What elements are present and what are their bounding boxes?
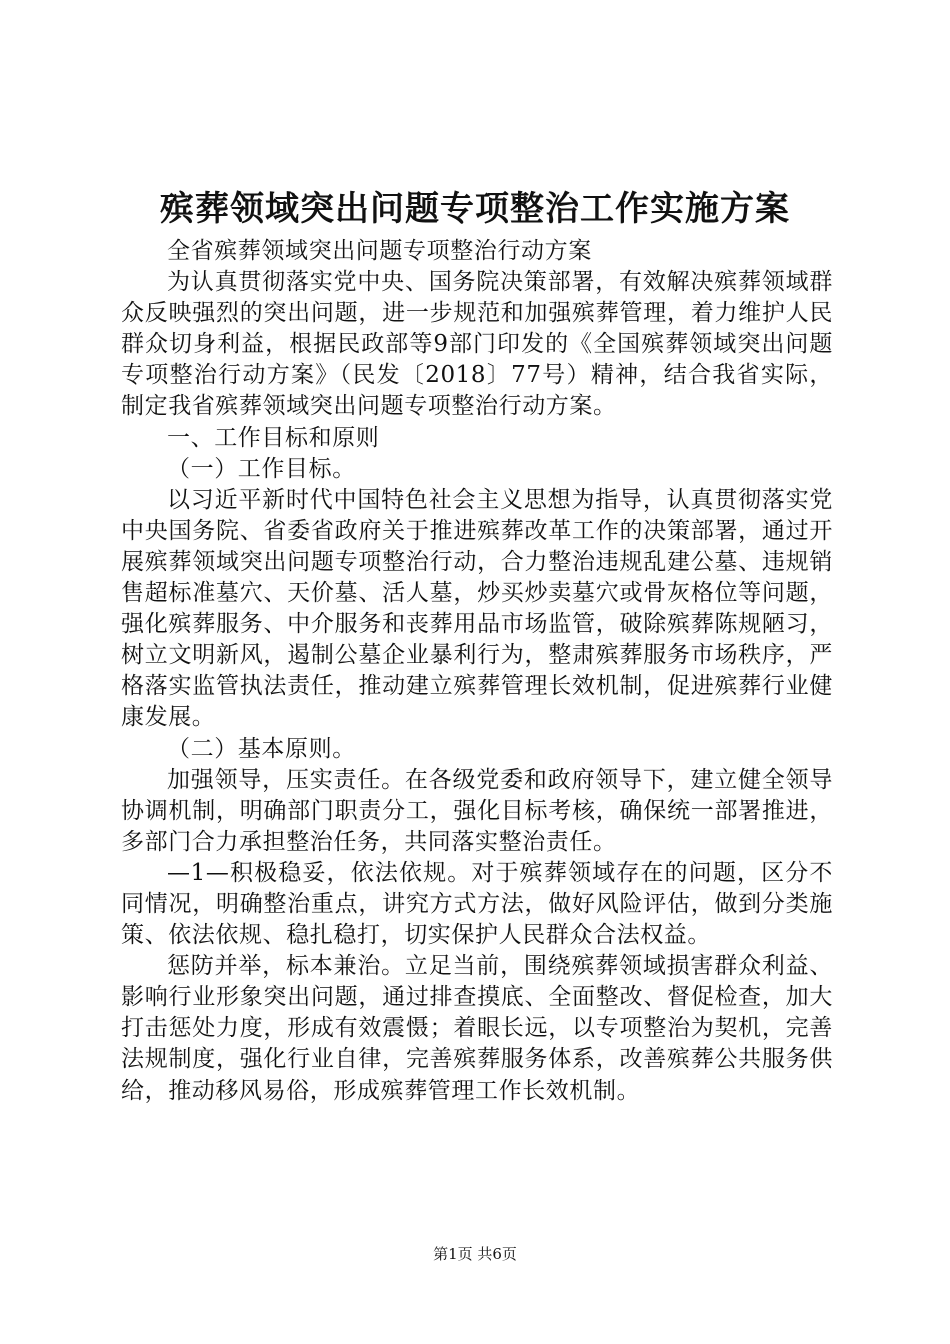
document-body	[121, 236, 833, 1107]
principle-paragraph: 惩防并举，标本兼治。立足当前，围绕殡葬领域损害群众利益、影响行业形象突出问题，通过排查摸底、全面整改、督促检查，加大打击惩处力度，形成有效震慑；着眼长远，以专项整治为契机，完善法规制度，强化行业自律，完善殡葬服务体系，改善殡葬公共服务供给，推动移风易俗，形成殡葬管理工作长效机制。	[121, 953, 833, 1104]
principle-paragraph: 加强领导，压实责任。在各级党委和政府领导下，建立健全领导协调机制，明确部门职责分工，强化目标考核，确保统一部署推进，多部门合力承担整治任务，共同落实整治责任。	[121, 766, 833, 855]
intro-paragraph: 为认真贯彻落实党中央、国务院决策部署，有效解决殡葬领域群众反映强烈的突出问题，进一步规范和加强殡葬管理，着力维护人民群众切身利益，根据民政部等9部门印发的《全国殡葬领域突出问题专项整治行动方案》（民发〔2018〕77号）精神，结合我省实际，制定我省殡葬领域突出问题专项整治行动方案。	[121, 269, 833, 420]
goals-paragraph: 以习近平新时代中国特色社会主义思想为指导，认真贯彻落实党中央国务院、省委省政府关于推进殡葬改革工作的决策部署，通过开展殡葬领域突出问题专项整治行动，合力整治违规乱建公墓、违规销售超标准墓穴、天价墓、活人墓，炒买炒卖墓穴或骨灰格位等问题，强化殡葬服务、中介服务和丧葬用品市场监管，破除殡葬陈规陋习，树立文明新风，遏制公墓企业暴利行为，整肃殡葬服务市场秩序，严格落实监管执法责任，推动建立殡葬管理长效机制，促进殡葬行业健康发展。	[121, 486, 833, 731]
document-title: 殡葬领域突出问题专项整治工作实施方案	[160, 189, 790, 229]
subsection-heading: （一）工作目标。	[167, 455, 356, 482]
subsection-heading: （二）基本原则。	[167, 735, 356, 762]
principle-paragraph: —1—积极稳妥，依法依规。对于殡葬领域存在的问题，区分不同情况，明确整治重点，讲究方式方法，做好风险评估，做到分类施策、依法依规、稳扎稳打，切实保护人民群众合法权益。	[121, 859, 833, 949]
section-heading: 一、工作目标和原则	[167, 424, 380, 451]
subtitle-paragraph: 全省殡葬领域突出问题专项整治行动方案	[167, 238, 592, 264]
page-number: 第1页 共6页	[433, 1245, 517, 1263]
